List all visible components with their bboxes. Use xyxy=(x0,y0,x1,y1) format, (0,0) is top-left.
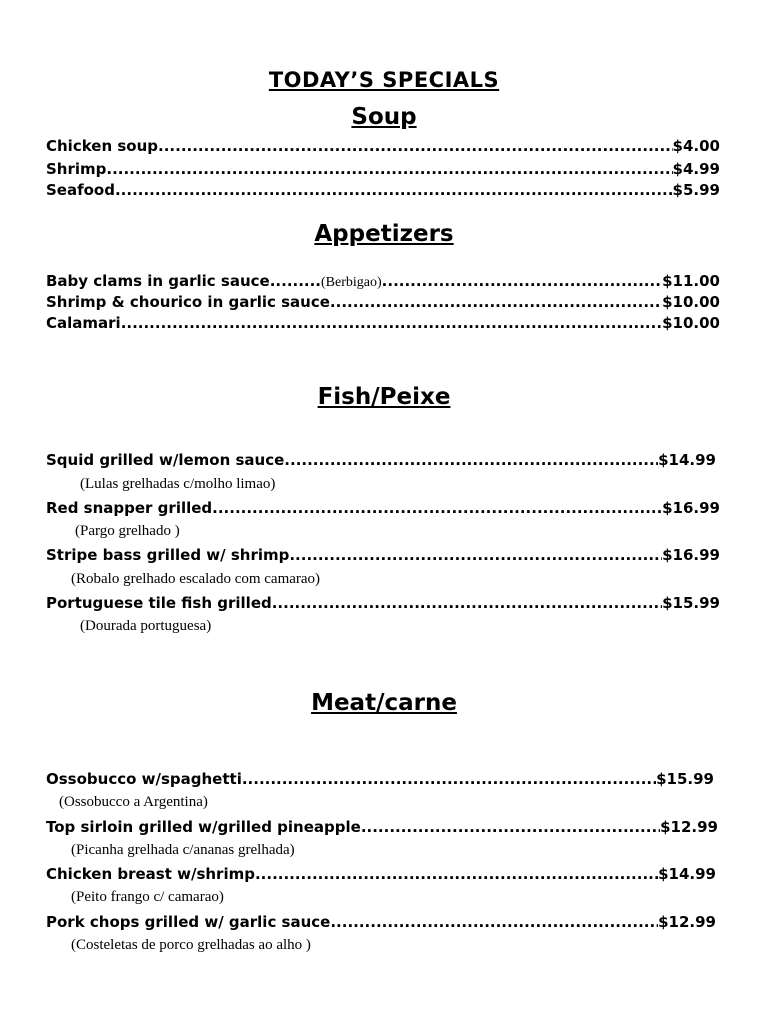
item-name: Stripe bass grilled w/ shrimp xyxy=(46,546,290,564)
dot-leader xyxy=(158,137,673,155)
item-name: Shrimp xyxy=(46,160,107,178)
menu-item xyxy=(46,137,720,155)
menu-item xyxy=(46,272,720,291)
item-portuguese-name: (Robalo grelhado escalado com camarao) xyxy=(71,571,321,587)
item-price: $16.99 xyxy=(662,499,720,517)
menu-item xyxy=(46,293,720,311)
menu-item xyxy=(46,818,718,836)
menu-item xyxy=(46,594,720,612)
item-name: Red snapper grilled xyxy=(46,499,213,517)
item-portuguese-name: (Picanha grelhada c/ananas grelhada) xyxy=(71,842,295,858)
item-portuguese-name: (Ossobucco a Argentina) xyxy=(59,794,208,810)
item-name: Chicken breast w/shrimp xyxy=(46,865,255,883)
dot-leader xyxy=(242,770,656,788)
item-name: Chicken soup xyxy=(46,137,159,155)
item-price: $10.00 xyxy=(662,314,720,332)
item-price: $14.99 xyxy=(658,865,716,883)
menu-item xyxy=(46,314,720,332)
item-price: $12.99 xyxy=(658,913,716,931)
dot-leader xyxy=(330,913,658,931)
item-name: Portuguese tile fish grilled xyxy=(46,594,272,612)
menu-item xyxy=(46,546,720,564)
item-name: Ossobucco w/spaghetti xyxy=(46,770,242,788)
item-name: Pork chops grilled w/ garlic sauce xyxy=(46,913,331,931)
item-portuguese-name: (Peito frango c/ camarao) xyxy=(71,889,224,905)
item-name: Shrimp & chourico in garlic sauce xyxy=(46,293,330,311)
dot-leader xyxy=(255,865,658,883)
item-price: $14.99 xyxy=(658,451,716,469)
dot-leader xyxy=(115,181,673,199)
page-title: TODAY’S SPECIALS xyxy=(268,68,500,92)
section-heading-meat: Meat/carne xyxy=(311,690,457,716)
item-price: $10.00 xyxy=(662,293,720,311)
section-heading-soup: Soup xyxy=(351,104,417,130)
dot-leader xyxy=(121,314,662,332)
item-price: $11.00 xyxy=(662,272,720,290)
item-name: Top sirloin grilled w/grilled pineapple xyxy=(46,818,361,836)
item-portuguese-name: (Lulas grelhadas c/molho limao) xyxy=(80,476,276,492)
menu-item xyxy=(46,770,714,788)
section-heading-appetizers: Appetizers xyxy=(314,221,454,247)
item-price: $16.99 xyxy=(662,546,720,564)
item-price: $4.99 xyxy=(672,160,720,178)
item-portuguese-name: (Berbigao) xyxy=(321,275,382,290)
dot-leader xyxy=(212,499,662,517)
item-name: Calamari xyxy=(46,314,121,332)
dot-leader xyxy=(284,451,658,469)
item-price: $15.99 xyxy=(656,770,714,788)
item-price: $4.00 xyxy=(672,137,720,155)
menu-item xyxy=(46,913,716,931)
item-price: $15.99 xyxy=(662,594,720,612)
dot-leader xyxy=(272,594,662,612)
menu-item xyxy=(46,865,716,883)
dot-leader xyxy=(289,546,662,564)
dot-leader xyxy=(330,293,662,311)
menu-item xyxy=(46,181,720,199)
menu-item xyxy=(46,160,720,178)
section-heading-fish: Fish/Peixe xyxy=(317,384,451,410)
item-name: Seafood xyxy=(46,181,115,199)
item-portuguese-name: (Costeletas de porco grelhadas ao alho ) xyxy=(71,937,311,953)
item-name: Baby clams in garlic sauce......... xyxy=(46,272,322,290)
dot-leader xyxy=(361,818,660,836)
dot-leader xyxy=(106,160,672,178)
item-portuguese-name: (Pargo grelhado ) xyxy=(75,523,180,539)
menu-item xyxy=(46,499,720,517)
item-price: $5.99 xyxy=(672,181,720,199)
dot-leader xyxy=(382,272,662,290)
item-price: $12.99 xyxy=(660,818,718,836)
item-name: Squid grilled w/lemon sauce xyxy=(46,451,285,469)
menu-item xyxy=(46,451,716,469)
item-portuguese-name: (Dourada portuguesa) xyxy=(80,618,212,634)
